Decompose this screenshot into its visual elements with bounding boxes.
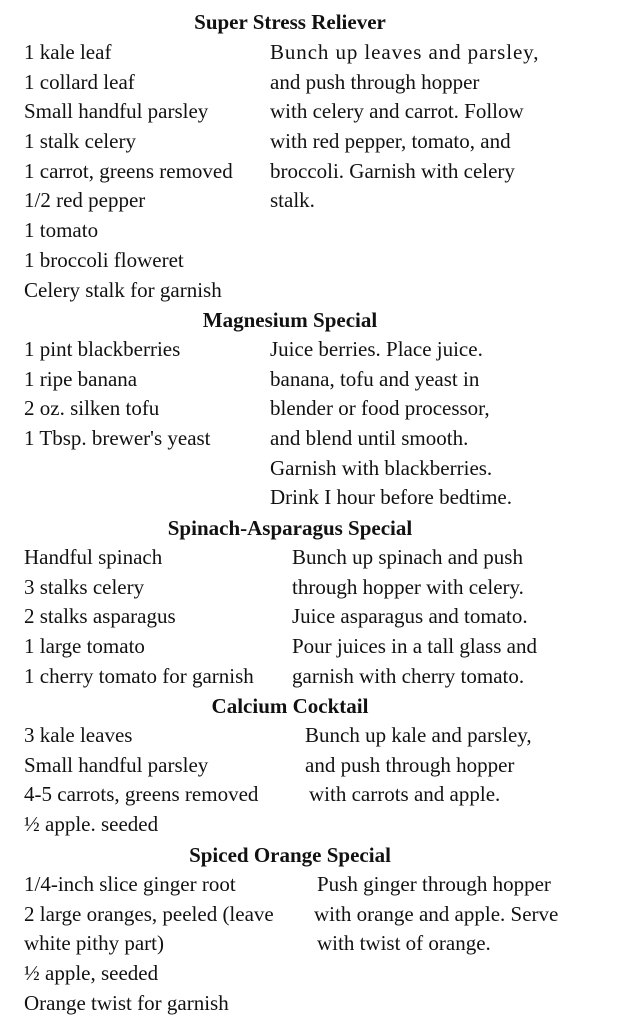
directions-line: broccoli. Garnish with celery [270,158,515,183]
directions-text [305,721,532,810]
ingredient-item: 1 tomato [24,218,99,243]
ingredient-list [24,721,258,840]
directions-text [270,38,539,216]
ingredient-item: 3 kale leaves [24,723,133,747]
ingredient-item: 1/4-inch slice ginger root [24,872,236,896]
ingredient-item: 1 ripe banana [24,366,138,391]
ingredient-item: ½ apple, seeded [24,961,159,986]
recipe-title: Calcium Cocktail [211,694,369,718]
directions-line: Bunch up leaves and parsley, [270,40,540,64]
ingredient-item: Orange twist for garnish [24,990,229,1015]
directions-line: through hopper with celery. [292,574,524,599]
ingredient-item: 1 Tbsp. brewer's yeast [24,426,211,451]
directions-line: Drink I hour before bedtime. [270,485,513,510]
ingredient-item: 1/2 red pepper [24,188,146,213]
ingredient-item: 1 large tomato [24,634,145,659]
directions-line: blender or food processor, [270,396,490,421]
directions-line: with red pepper, tomato, and [270,129,511,154]
ingredient-item: 1 stalk celery [24,129,136,154]
directions-line: with twist of orange. [317,931,491,956]
ingredient-item: 1 kale leaf [24,40,112,64]
ingredient-item: 4-5 carrots, greens removed [24,782,259,807]
ingredient-item: 2 large oranges, peeled (leave [24,901,274,926]
directions-line: with carrots and apple. [309,782,501,807]
ingredient-item: white pithy part) [24,931,164,956]
directions-line: Pour juices in a tall glass and [292,634,537,659]
ingredient-list [24,870,274,1018]
recipe-title: Magnesium Special [202,308,378,332]
directions-line: with celery and carrot. Follow [270,99,524,124]
ingredient-item: 1 carrot, greens removed [24,158,233,183]
ingredient-item: 3 stalks celery [24,574,145,599]
directions-line: Juice asparagus and tomato. [292,604,528,629]
ingredient-list [24,38,233,305]
ingredient-item: 1 broccoli floweret [24,247,184,272]
ingredient-item: ½ apple. seeded [24,812,159,837]
directions-line: banana, tofu and yeast in [270,366,480,391]
directions-line: Juice berries. Place juice. [270,337,483,361]
ingredient-item: Celery stalk for garnish [24,277,222,302]
ingredient-item: 2 stalks asparagus [24,604,176,629]
ingredient-item: 2 oz. silken tofu [24,396,160,421]
ingredient-item: 1 collard leaf [24,69,135,94]
directions-line: Bunch up spinach and push [292,545,523,569]
directions-text [314,870,559,959]
recipe-title: Spiced Orange Special [189,843,391,867]
directions-line: Bunch up kale and parsley, [305,723,532,747]
ingredient-list [24,335,211,454]
recipe-title: Spinach-Asparagus Special [167,516,413,540]
ingredient-list [24,543,254,691]
ingredient-item: 1 pint blackberries [24,337,181,361]
directions-line: and push through hopper [270,69,480,94]
directions-line: and push through hopper [305,752,515,777]
directions-text [270,335,512,513]
directions-line: Push ginger through hopper [317,872,551,896]
directions-line: with orange and apple. Serve [314,901,559,926]
directions-line: Garnish with blackberries. [270,455,493,480]
directions-line: garnish with cherry tomato. [292,663,525,688]
ingredient-item: 1 cherry tomato for garnish [24,663,254,688]
directions-line: and blend until smooth. [270,426,469,451]
ingredient-item: Handful spinach [24,545,163,569]
ingredient-item: Small handful parsley [24,99,209,124]
ingredient-item: Small handful parsley [24,752,209,777]
recipe-title: Super Stress Reliever [194,10,386,34]
directions-line: stalk. [270,188,315,213]
directions-text [292,543,537,691]
